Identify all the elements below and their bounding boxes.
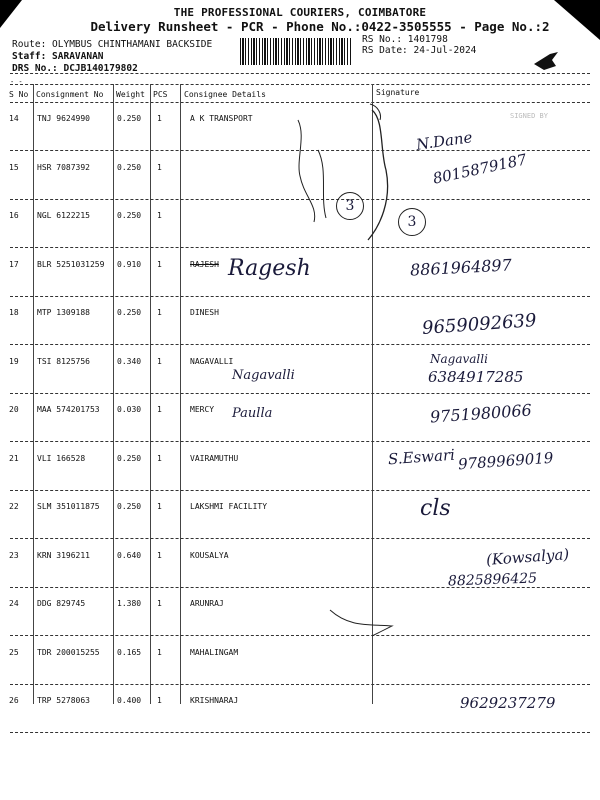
row-consignment-no: DDG 829745: [37, 599, 86, 608]
row-weight: 0.030: [117, 405, 142, 414]
row-weight: 0.640: [117, 550, 142, 560]
row-consignment-no: KRN 3196211: [37, 550, 90, 560]
row-consignee: NAGAVALLI: [190, 356, 234, 366]
row-consignment-no: TNJ 9624990: [37, 114, 90, 123]
name-r19: Nagavalli: [232, 368, 295, 383]
row-pcs: 1: [157, 211, 162, 220]
row-pcs: 1: [157, 356, 162, 366]
circled-count-a: 3: [336, 192, 364, 220]
row-weight: 0.400: [117, 696, 142, 705]
sig-r21: S.Eswari: [387, 445, 456, 469]
sig-r19: Nagavalli: [430, 352, 488, 366]
col-header-sno: S No: [9, 90, 29, 99]
row-sno: 20: [9, 405, 19, 414]
col-header-weight: Weight: [116, 90, 145, 99]
row-pcs: 1: [157, 405, 162, 414]
barcode: [240, 38, 352, 65]
sig-r14: N.Dane: [415, 128, 474, 154]
company-title: THE PROFESSIONAL COURIERS, COIMBATORE: [173, 6, 427, 19]
phone-r14: 8015879187: [431, 150, 529, 188]
drs-number: DRS No.: DCJB140179802: [12, 63, 138, 74]
row-consignment-no: TSI 8125756: [37, 356, 90, 366]
row-weight: 0.250: [117, 211, 142, 220]
row-divider: [10, 490, 590, 491]
phone-r17: 8861964897: [409, 255, 513, 280]
row-consignment-no: SLM 351011875: [37, 502, 100, 511]
row-divider: [10, 732, 590, 733]
row-weight: 0.340: [117, 356, 142, 366]
row-consignee: ARUNRAJ: [190, 599, 224, 608]
row-sno: 24: [9, 599, 19, 608]
row-divider: [10, 441, 590, 442]
name-r20: Paulla: [232, 406, 273, 421]
table-row: [0, 498, 600, 538]
row-consignment-no: BLR 5251031259: [37, 259, 105, 269]
col-header-pcs: PCS: [153, 90, 168, 99]
row-sno: 22: [9, 502, 19, 511]
row-sno: 17: [9, 259, 19, 269]
col-header-signature: Signature: [376, 88, 420, 97]
row-consignment-no: MTP 1309188: [37, 308, 90, 317]
row-sno: 21: [9, 453, 19, 463]
row-sno: 25: [9, 647, 19, 657]
row-sno: 26: [9, 696, 19, 705]
row-consignee: VAIRAMUTHU: [190, 453, 239, 463]
row-divider: [10, 296, 590, 297]
staff-label: Staff: SARAVANAN: [12, 51, 104, 62]
row-weight: 0.250: [117, 114, 142, 123]
row-divider: [10, 635, 590, 636]
row-weight: 0.250: [117, 162, 142, 172]
name-r23: (Kowsalya): [485, 545, 570, 569]
row-sno: 15: [9, 162, 19, 172]
phone-r19: 6384917285: [428, 368, 524, 386]
row-weight: 0.250: [117, 308, 142, 317]
row-consignment-no: MAA 574201753: [37, 405, 100, 414]
row-consignee: DINESH: [190, 308, 219, 317]
table-row: [0, 644, 600, 684]
pen-arrow-mark: [532, 48, 562, 74]
row-pcs: 1: [157, 502, 162, 511]
row-weight: 0.910: [117, 259, 142, 269]
row-pcs: 1: [157, 647, 162, 657]
phone-r26: 9629237279: [460, 694, 556, 712]
phone-r18: 9659092639: [421, 310, 538, 339]
dash-mark: - -: [10, 78, 23, 86]
row-pcs: 1: [157, 259, 162, 269]
sig-r22: cls: [420, 496, 451, 521]
row-consignee: MAHALINGAM: [190, 647, 239, 657]
row-sno: 23: [9, 550, 19, 560]
row-sno: 18: [9, 308, 19, 317]
rs-number: RS No.: 1401798: [362, 34, 448, 45]
divider: [10, 73, 590, 74]
col-header-consignee: Consignee Details: [184, 90, 266, 99]
row-weight: 0.250: [117, 453, 142, 463]
row-divider: [10, 247, 590, 248]
row-divider: [10, 538, 590, 539]
faded-stamp: SIGNED BY: [510, 112, 548, 120]
row-sno: 19: [9, 356, 19, 366]
table-row: [0, 207, 600, 247]
row-consignee: KOUSALYA: [190, 550, 229, 560]
row-consignee: RAJESH: [190, 259, 219, 269]
row-weight: 1.380: [117, 599, 142, 608]
divider: [10, 102, 590, 103]
row-consignment-no: NGL 6122215: [37, 211, 90, 220]
phone-r24: 8825896425: [447, 570, 538, 590]
col-header-consignment: Consignment No: [36, 90, 104, 99]
row-consignee: KRISHNARAJ: [190, 696, 239, 705]
divider: [10, 84, 590, 85]
row-consignee: LAKSHMI FACILITY: [190, 502, 268, 511]
row-divider: [10, 344, 590, 345]
row-weight: 0.165: [117, 647, 142, 657]
circled-count-b: 3: [398, 208, 426, 236]
phone-r20: 9751980066: [429, 400, 533, 427]
row-pcs: 1: [157, 696, 162, 705]
row-divider: [10, 199, 590, 200]
phone-r21: 9789969019: [457, 448, 554, 474]
row-pcs: 1: [157, 453, 162, 463]
row-consignment-no: TDR 200015255: [37, 647, 100, 657]
row-weight: 0.250: [117, 502, 142, 511]
row-divider: [10, 684, 590, 685]
row-consignee: MERCY: [190, 405, 215, 414]
row-consignment-no: VLI 166528: [37, 453, 86, 463]
name-r17: Ragesh: [228, 256, 311, 281]
row-pcs: 1: [157, 550, 162, 560]
row-sno: 16: [9, 211, 19, 220]
row-sno: 14: [9, 114, 19, 123]
rs-date: RS Date: 24-Jul-2024: [362, 45, 477, 56]
row-consignee: A K TRANSPORT: [190, 114, 253, 123]
row-pcs: 1: [157, 599, 162, 608]
row-pcs: 1: [157, 162, 162, 172]
table-row: [0, 595, 600, 635]
row-divider: [10, 150, 590, 151]
runsheet-title: Delivery Runsheet - PCR - Phone No.:0422-3505555 - Page No.:2: [90, 19, 550, 34]
route-label: Route: OLYMBUS CHINTHAMANI BACKSIDE: [12, 39, 213, 50]
row-pcs: 1: [157, 114, 162, 123]
row-consignment-no: TRP 5278063: [37, 696, 90, 705]
table-row: [0, 110, 600, 150]
row-divider: [10, 393, 590, 394]
row-pcs: 1: [157, 308, 162, 317]
row-consignment-no: HSR 7087392: [37, 162, 90, 172]
